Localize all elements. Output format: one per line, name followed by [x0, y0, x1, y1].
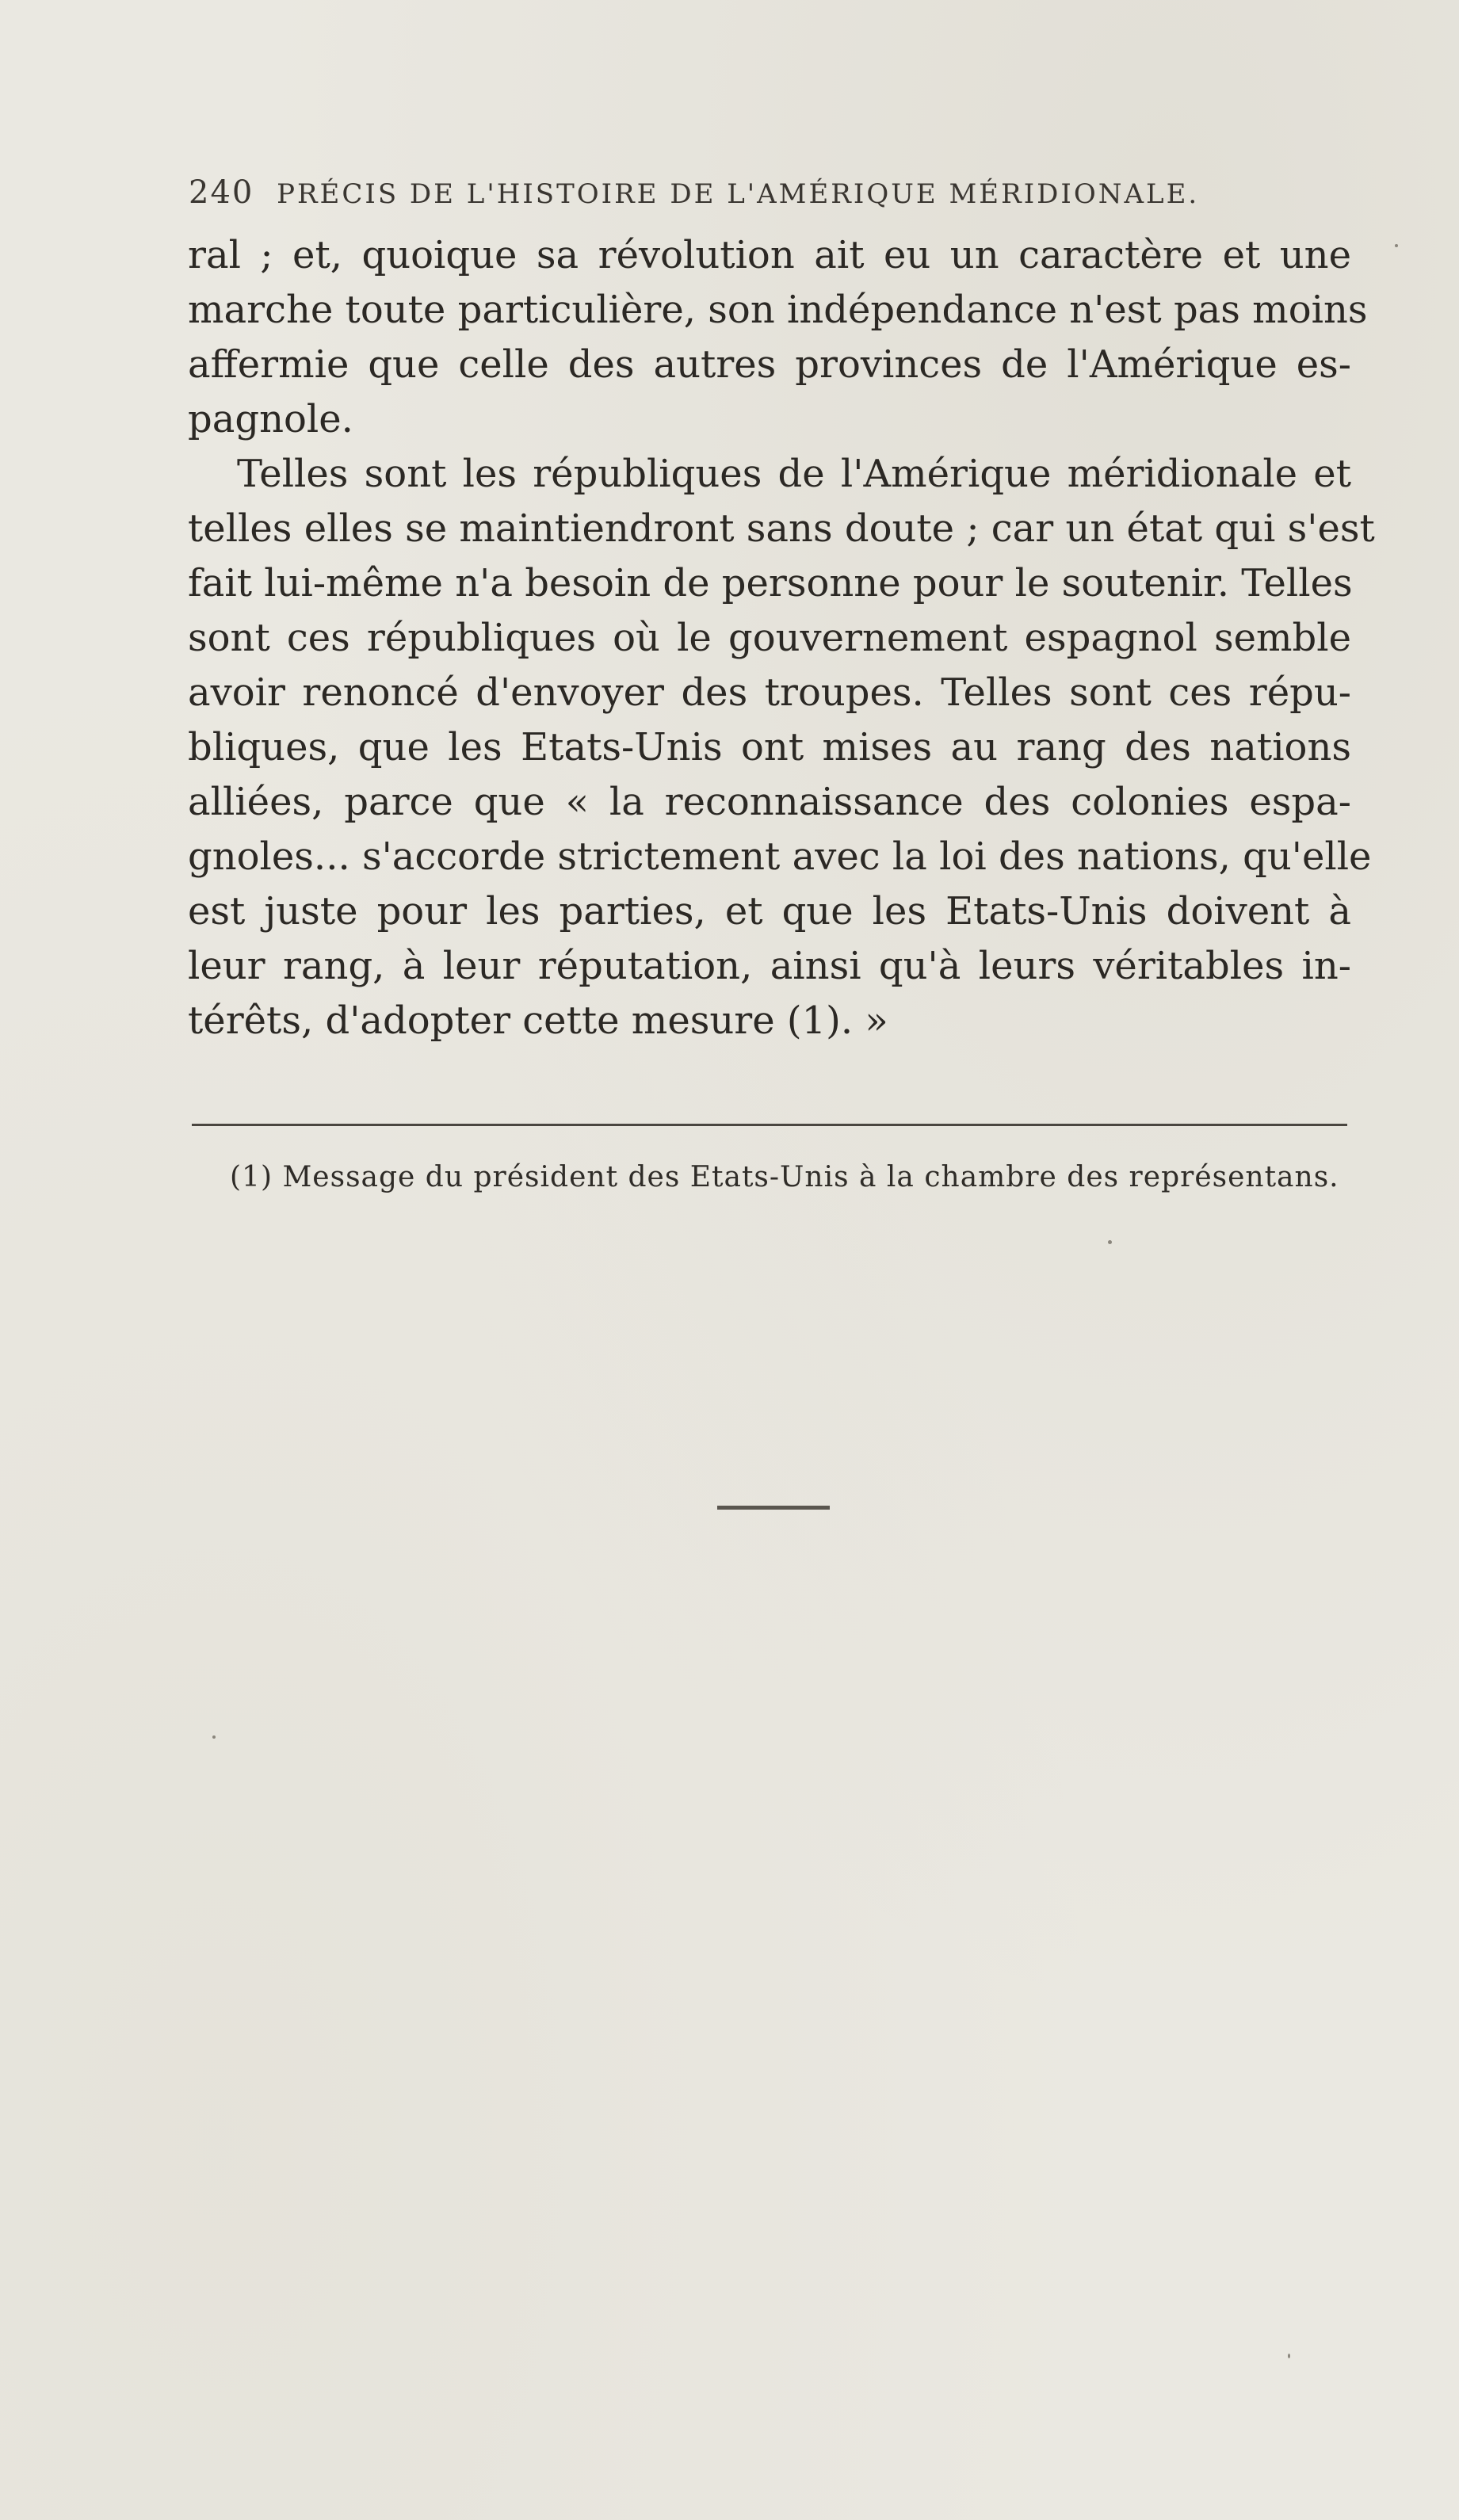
text-line-14: leur rang, à leur réputation, ainsi qu'à leurs véritables in- [188, 944, 1351, 988]
text-line-12: gnoles... s'accorde strictement avec la loi des nations, qu'elle [188, 834, 1372, 879]
paper-speck [1395, 244, 1398, 247]
text-line-13: est juste pour les parties, et que les Etats-Unis doivent à [188, 889, 1351, 934]
running-head [189, 174, 1346, 211]
text-line-6: telles elles se maintiendront sans doute ; car un état qui s'est [188, 506, 1375, 551]
text-line-7: fait lui-même n'a besoin de personne pour le soutenir. Telles [188, 561, 1353, 605]
text-line-11: alliées, parce que « la reconnaissance des colonies espa- [188, 780, 1351, 824]
footnote-separator-rule [192, 1124, 1347, 1126]
text-line-3: affermie que celle des autres provinces de l'Amérique es- [188, 342, 1351, 387]
text-line-2: marche toute particulière, son indépendance n'est pas moins [188, 288, 1368, 332]
running-head-title: PRÉCIS DE L'HISTOIRE DE L'AMÉRIQUE MÉRIDIONALE. [277, 178, 1200, 210]
footnote: (1) Message du président des Etats-Unis à la chambre des représentans. [230, 1161, 1339, 1193]
paper-speck [1108, 1240, 1112, 1244]
text-line-9: avoir renoncé d'envoyer des troupes. Telles sont ces répu- [188, 670, 1351, 715]
body-text [188, 228, 1375, 1048]
text-line-5: Telles sont les républiques de l'Amérique méridionale et [237, 452, 1351, 496]
end-ornament-rule [717, 1506, 830, 1510]
paper-speck [212, 1735, 216, 1739]
page-number: 240 [189, 174, 254, 211]
text-line-15: térêts, d'adopter cette mesure (1). » [188, 998, 888, 1043]
text-line-10: bliques, que les Etats-Unis ont mises au rang des nations [188, 725, 1351, 769]
text-line-1: ral ; et, quoique sa révolution ait eu un caractère et une [188, 233, 1351, 277]
text-line-8: sont ces républiques où le gouvernement espagnol semble [188, 616, 1351, 660]
paper-speck [1288, 2354, 1290, 2358]
text-line-4: pagnole. [188, 397, 353, 441]
